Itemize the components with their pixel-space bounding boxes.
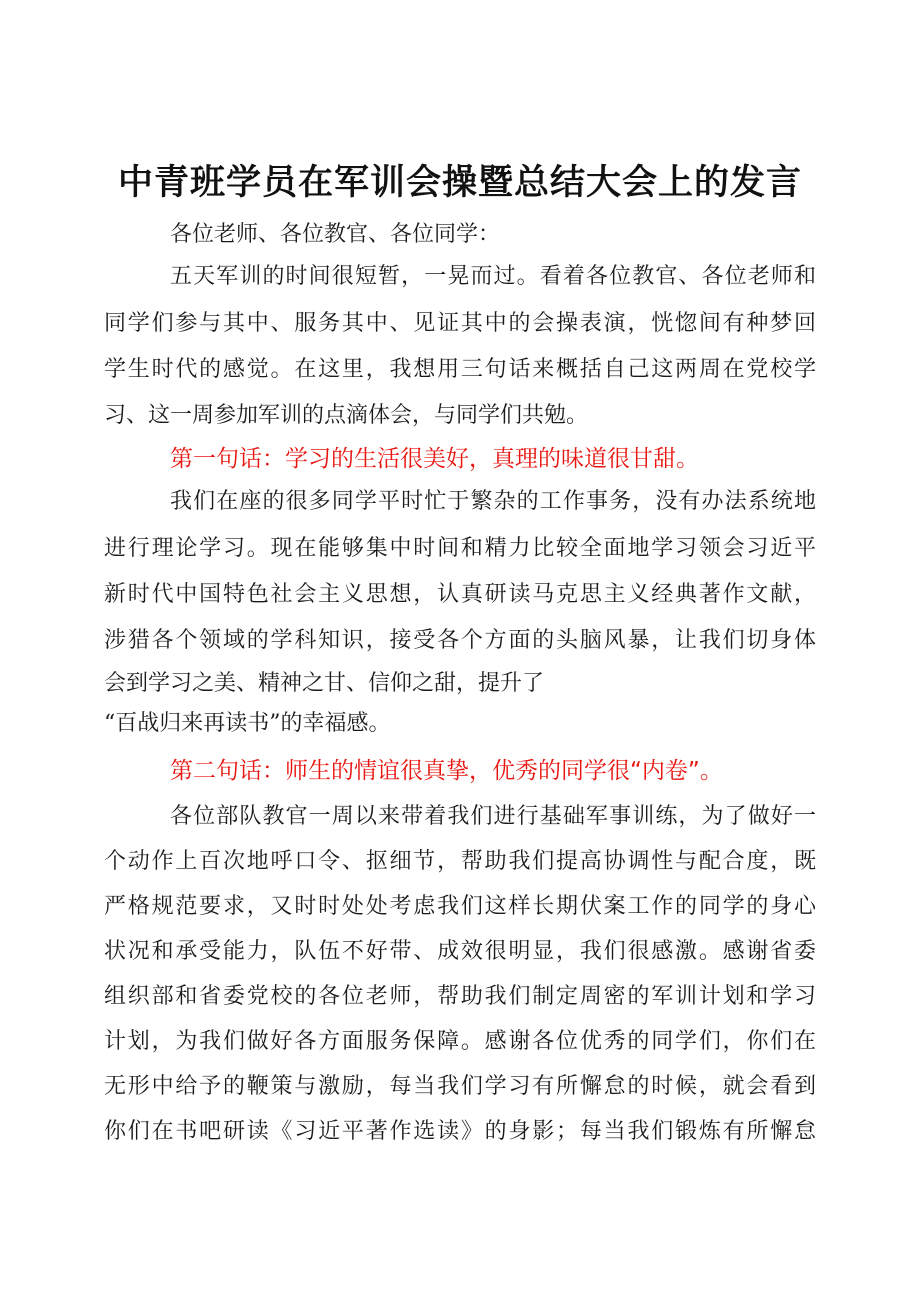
section2-line: 计划，为我们做好各方面服务保障。感谢各位优秀的同学们，你们在 <box>104 1029 816 1054</box>
section2-line: 无形中给予的鞭策与激励，每当我们学习有所懈怠的时候，就会看到 <box>104 1074 816 1099</box>
section1-line: “百战归来再读书”的幸福感。 <box>104 711 391 736</box>
section-heading-2: 第二句话：师生的情谊很真挚，优秀的同学很“内卷”。 <box>170 758 723 784</box>
section-heading-1: 第一句话：学习的生活很美好，真理的味道很甘甜。 <box>170 446 699 472</box>
document-title: 中青班学员在军训会操暨总结大会上的发言 <box>117 163 802 203</box>
section1-line: 进行理论学习。现在能够集中时间和精力比较全面地学习领会习近平 <box>104 536 816 561</box>
intro-line: 学生时代的感觉。在这里，我想用三句话来概括自己这两周在党校学 <box>104 357 816 382</box>
intro-line: 习、这一周参加军训的点滴体会，与同学们共勉。 <box>104 403 589 428</box>
section1-line: 涉猎各个领域的学科知识，接受各个方面的头脑风暴，让我们切身体 <box>104 628 816 653</box>
section2-line: 状况和承受能力，队伍不好带、成效很明显，我们很感激。感谢省委 <box>104 939 816 964</box>
section2-line: 你们在书吧研读《习近平著作选读》的身影；每当我们锻炼有所懈怠 <box>104 1119 816 1144</box>
section2-line: 严格规范要求，又时时处处考虑我们这样长期伏案工作的同学的身心 <box>104 894 816 919</box>
section1-line: 会到学习之美、精神之甘、信仰之甜，提升了 <box>104 671 545 696</box>
section2-line: 个动作上百次地呼口令、抠细节，帮助我们提高协调性与配合度，既 <box>104 849 816 874</box>
salutation: 各位老师、各位教官、各位同学： <box>170 222 501 247</box>
section1-line: 新时代中国特色社会主义思想，认真研读马克思主义经典著作文献， <box>104 582 816 607</box>
intro-line: 五天军训的时间很短暂，一晃而过。看着各位教官、各位老师和 <box>170 264 816 289</box>
intro-line: 同学们参与其中、服务其中、见证其中的会操表演，恍惚间有种梦回 <box>104 311 816 336</box>
section2-line: 各位部队教官一周以来带着我们进行基础军事训练，为了做好一 <box>170 804 816 829</box>
section1-line: 我们在座的很多同学平时忙于繁杂的工作事务，没有办法系统地 <box>170 489 816 514</box>
section2-line: 组织部和省委党校的各位老师，帮助我们制定周密的军训计划和学习 <box>104 984 816 1009</box>
